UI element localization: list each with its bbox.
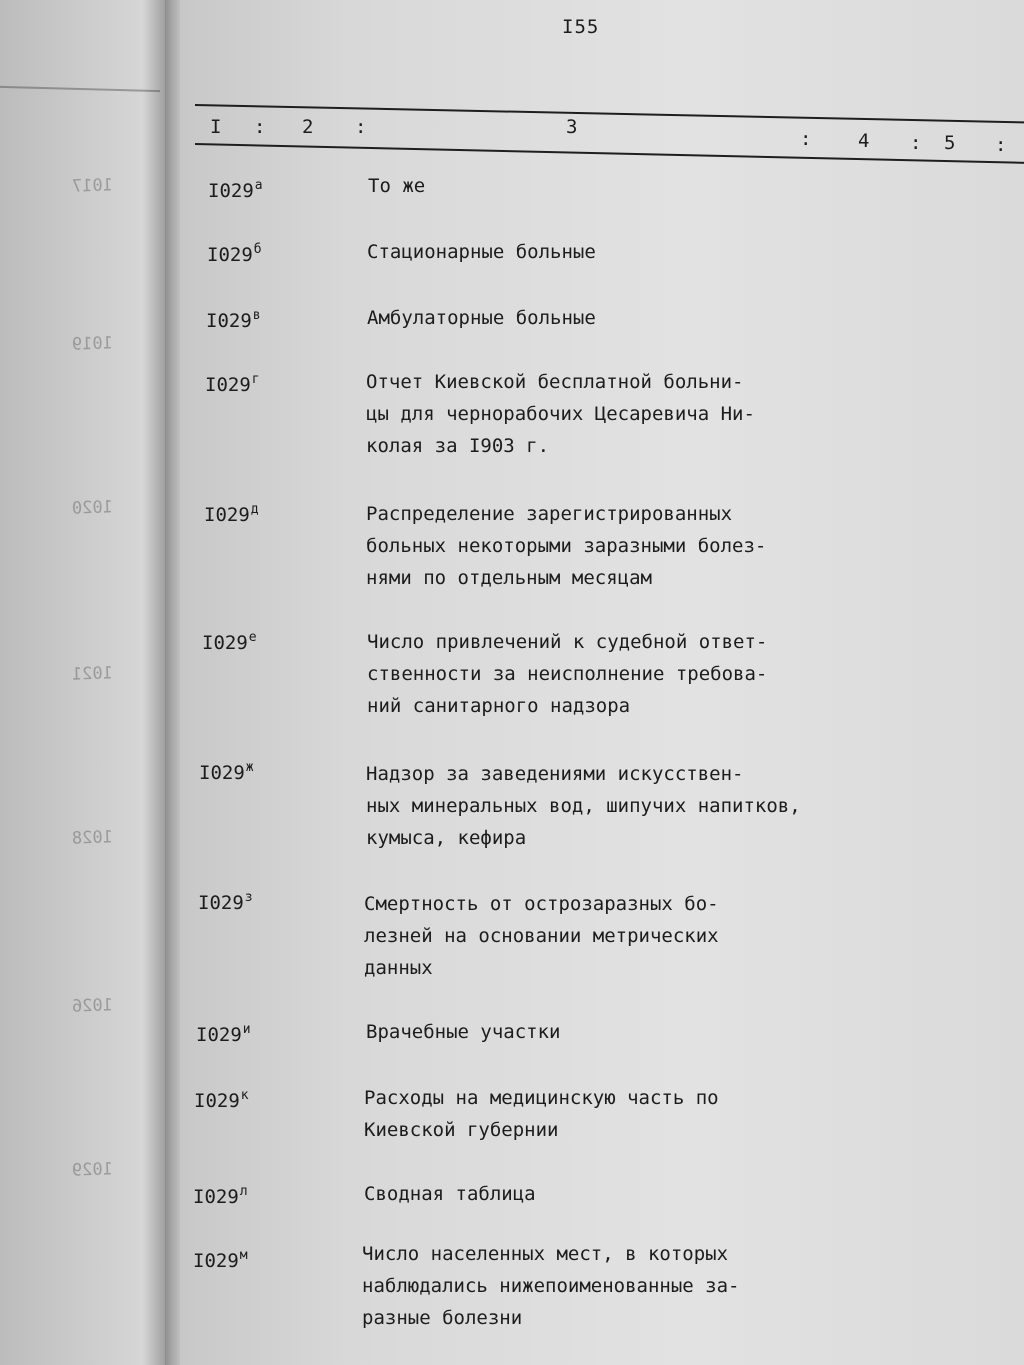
facing-page-rule: [0, 86, 160, 92]
entry-code-letter: з: [244, 890, 253, 905]
entry-code-number: I029: [205, 374, 251, 396]
entry-code: [202, 630, 257, 654]
entry-code: [207, 242, 262, 266]
entry-code: [196, 1022, 251, 1046]
entry-code: [193, 1184, 248, 1208]
entry-description: Распределение зарегистрированных больных некоторыми заразными болез- нями по отдельным месяцам: [366, 503, 767, 589]
entry-code-number: I029: [199, 762, 245, 784]
entry-code-letter: м: [239, 1248, 248, 1263]
facing-page-ghost-number: 1028: [71, 827, 114, 849]
entry-code-number: I029: [198, 892, 244, 914]
col-separator: :: [254, 116, 266, 138]
facing-page-ghost-number: 1019: [71, 333, 114, 355]
col-header-4: 4: [858, 130, 870, 152]
entry-code-letter: д: [250, 502, 259, 517]
entry-description: Смертность от острозаразных бо- лезней на основании метрических данных: [364, 893, 719, 979]
entry-code-number: I029: [207, 244, 253, 266]
facing-page-ghost-number: 1021: [71, 663, 114, 685]
entry-code-number: I029: [193, 1250, 239, 1272]
col-separator: :: [355, 116, 367, 138]
entry-description: Расходы на медицинскую часть по Киевской губернии: [364, 1087, 719, 1141]
entry-code-letter: а: [254, 178, 263, 193]
entry-code: [205, 372, 260, 396]
entry-code: [194, 1088, 249, 1112]
entry-code: [193, 1248, 248, 1272]
facing-page-ghost-number: 1020: [71, 497, 114, 519]
entry-code: [208, 178, 263, 202]
entry-code-letter: л: [239, 1184, 248, 1199]
entry-code-letter: в: [252, 308, 261, 323]
entry-description: Число населенных мест, в которых наблюдались нижепоименованные за- разные болезни: [362, 1243, 740, 1329]
entry-description: Амбулаторные больные: [367, 307, 596, 329]
entry-description: Надзор за заведениями искусствен- ных минеральных вод, шипучих напитков, кумыса, кефира: [366, 763, 801, 849]
entry-description: Отчет Киевской бесплатной больни- цы для чернорабочих Цесаревича Ни- колая за I903 г.: [366, 371, 755, 457]
page-number: I55: [562, 16, 600, 38]
entry-description: То же: [368, 175, 426, 197]
entry-description: Стационарные больные: [367, 241, 596, 263]
facing-page-ghost-number: 1026: [71, 995, 114, 1017]
col-header-1: I: [210, 116, 222, 138]
col-header-5: 5: [944, 132, 956, 154]
entry-code-number: I029: [194, 1090, 240, 1112]
entry-code: [204, 502, 259, 526]
col-separator: :: [910, 132, 922, 154]
col-header-2: 2: [302, 116, 314, 138]
facing-page: [0, 0, 168, 1365]
entry-code-letter: е: [248, 630, 257, 645]
entry-description: Врачебные участки: [366, 1021, 561, 1043]
entry-code: [206, 308, 261, 332]
entry-code: [198, 890, 253, 914]
col-separator: :: [995, 134, 1007, 156]
entry-code-number: I029: [193, 1186, 239, 1208]
entry-code-letter: б: [253, 242, 262, 257]
entry-description: Число привлечений к судебной ответ- ственности за неисполнение требова- ний санитарного надзора: [367, 631, 768, 717]
entry-code-letter: ж: [245, 760, 254, 775]
entry-code-number: I029: [208, 180, 254, 202]
entry-code: [199, 760, 254, 784]
col-separator: :: [800, 128, 812, 150]
entry-code-number: I029: [204, 504, 250, 526]
entry-code-letter: г: [251, 372, 260, 387]
facing-page-ghost-number: 1029: [71, 1159, 114, 1181]
col-header-3: 3: [566, 116, 578, 138]
entry-code-number: I029: [196, 1024, 242, 1046]
entry-code-number: I029: [202, 632, 248, 654]
entry-code-letter: и: [242, 1022, 251, 1037]
facing-page-ghost-number: 1017: [71, 175, 114, 197]
entry-code-letter: к: [240, 1088, 249, 1103]
entry-code-number: I029: [206, 310, 252, 332]
entry-description: Сводная таблица: [364, 1183, 536, 1205]
